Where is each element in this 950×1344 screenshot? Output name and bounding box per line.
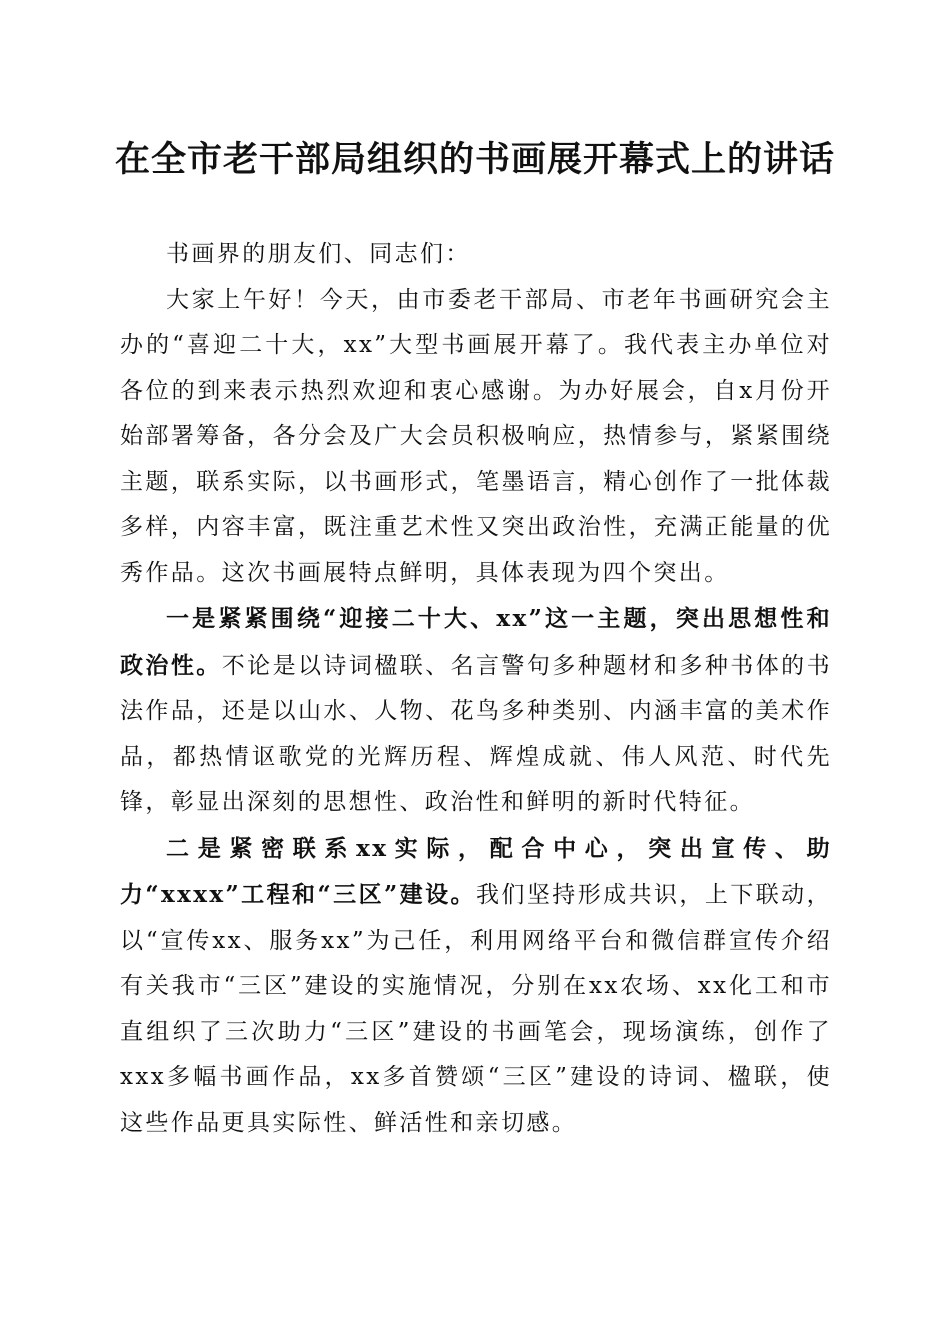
document-body — [120, 232, 832, 1146]
paragraph-3-text: 我们坚持形成共识，上下联动，以“宣传xx、服务xx”为己任，利用网络平台和微信群宣传介绍有关我市“三区”建设的实施情况，分别在xx农场、xx化工和市直组织了三次助力“三区”建设的书画笔会，现场演练，创作了xxx多幅书画作品，xx多首赞颂“三区”建设的诗词、楹联，使这些作品更具实际性、鲜活性和亲切感。 — [120, 882, 832, 1136]
document-title: 在全市老干部局组织的书画展开幕式上的讲话 — [114, 139, 835, 180]
paragraph-3-lead: 二是紧密联系xx实际，配合中心，突出宣传、助力“xxxx”工程和“三区”建设。 — [120, 834, 832, 908]
paragraph-2-lead: 一是紧紧围绕“迎接二十大、xx”这一主题，突出思想性和政治性。 — [120, 605, 832, 679]
paragraph-1 — [120, 278, 832, 597]
paragraph-2 — [120, 596, 832, 826]
salutation: 书画界的朋友们、同志们： — [166, 241, 471, 267]
paragraph-1-text: 大家上午好！今天，由市委老干部局、市老年书画研究会主办的“喜迎二十大，xx”大型书画展开幕了。我代表主办单位对各位的到来表示热烈欢迎和衷心感谢。为办好展会，自x月份开始部署筹备，各分会及广大会员积极响应，热情参与，紧紧围绕主题，联系实际，以书画形式，笔墨语言，精心创作了一批体裁多样，内容丰富，既注重艺术性又突出政治性，充满正能量的优秀作品。这次书画展特点鲜明，具体表现为四个突出。 — [120, 286, 832, 586]
paragraph-3 — [120, 826, 832, 1147]
paragraph-2-text: 不论是以诗词楹联、名言警句多种题材和多种书体的书法作品，还是以山水、人物、花鸟多种类别、内涵丰富的美术作品，都热情讴歌党的光辉历程、辉煌成就、伟人风范、时代先锋，彰显出深刻的思想性、政治性和鲜明的新时代特征。 — [120, 652, 832, 815]
